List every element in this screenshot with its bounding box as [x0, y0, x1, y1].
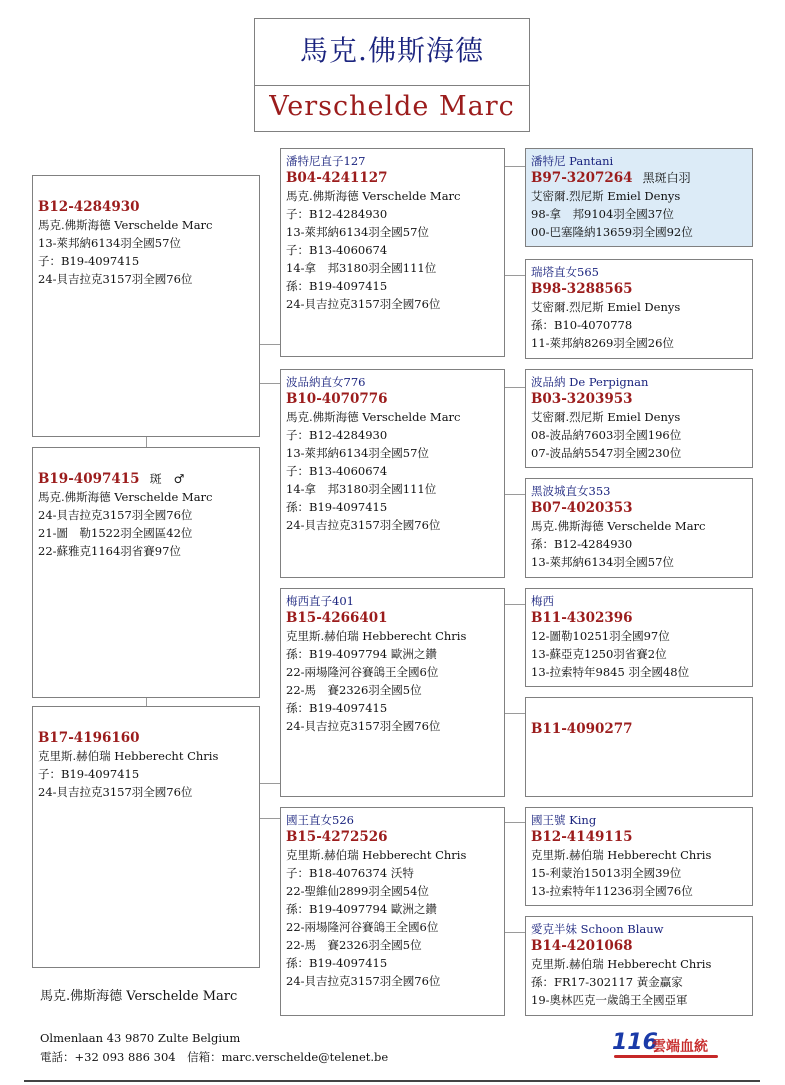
ddd-detail: 孫：FR17-302117 黃金贏家 [531, 975, 683, 989]
dam-dam-detail: 孫：B19-4097415 [286, 956, 388, 970]
dam-sire-box [280, 588, 505, 797]
sds-detail: 艾密爾.烈尼斯 Emiel Denys [531, 410, 681, 424]
dam-sire-ring-number: B15-4266401 [286, 610, 388, 626]
sire-detail: 13-萊邦納6134羽全國57位 [38, 236, 181, 250]
connector-line [505, 387, 525, 388]
connector-line [505, 275, 525, 276]
dam-sire-detail: 克里斯.赫伯瑞 Hebberecht Chris [286, 629, 467, 643]
sire-detail: 馬克.佛斯海德 Verschelde Marc [38, 218, 213, 232]
subject-box [32, 447, 260, 698]
sire-dam-detail: 子：B13-4060674 [286, 464, 388, 478]
dam-dam-detail: 孫：B19-4097794 歐洲之鑽 [286, 902, 437, 916]
ssd-detail: 艾密爾.烈尼斯 Emiel Denys [531, 300, 681, 314]
dds-detail: 15-利蒙治15013羽全國39位 [531, 866, 682, 880]
logo-swoosh-icon [614, 1055, 718, 1058]
ssd-detail: 孫：B10-4070778 [531, 318, 633, 332]
dam-dam-detail: 22-馬 賽2326羽全國5位 [286, 938, 422, 952]
dam-detail: 克里斯.赫伯瑞 Hebberecht Chris [38, 749, 219, 763]
dam-sire-detail: 孫：B19-4097415 [286, 701, 388, 715]
sdd-detail: 孫：B12-4284930 [531, 537, 633, 551]
dam-dam-detail: 22-聖維仙2899羽全國54位 [286, 884, 429, 898]
title-box [254, 18, 530, 132]
dsd-box [525, 697, 753, 797]
owner-name: 馬克.佛斯海德 Verschelde Marc [40, 989, 238, 1004]
sire-dam-detail: 14-拿 邦3180羽全國111位 [286, 482, 437, 496]
ssd-box [525, 259, 753, 359]
connector-line [146, 698, 147, 706]
subject-detail: 馬克.佛斯海德 Verschelde Marc [38, 490, 213, 504]
footer-contact: 電話：+32 093 886 304 信箱：marc.verschelde@telenet.be [40, 1050, 389, 1064]
sire-sire-ring-number: B04-4241127 [286, 170, 388, 186]
connector-line [260, 783, 280, 784]
brand-logo [612, 1030, 722, 1060]
sds-name: 波品納 De Perpignan [531, 375, 649, 389]
dds-box [525, 807, 753, 906]
sss-name: 潘特尼 Pantani [531, 154, 614, 168]
dss-ring-number: B11-4302396 [531, 610, 633, 626]
dss-box [525, 588, 753, 687]
dam-dam-detail: 克里斯.赫伯瑞 Hebberecht Chris [286, 848, 467, 862]
connector-line [260, 344, 280, 345]
sire-sire-detail: 24-貝吉拉克3157羽全國76位 [286, 297, 441, 311]
dam-sire-detail: 孫：B19-4097794 歐洲之鑽 [286, 647, 437, 661]
sss-ring-number: B97-3207264 [531, 170, 633, 186]
sire-sire-detail: 子：B12-4284930 [286, 207, 388, 221]
dam-detail: 24-貝吉拉克3157羽全國76位 [38, 785, 193, 799]
sdd-detail: 13-萊邦納6134羽全國57位 [531, 555, 674, 569]
sds-box [525, 369, 753, 468]
dam-ring-number: B17-4196160 [38, 730, 140, 746]
subject-ring-number: B19-4097415 [38, 471, 140, 487]
ddd-detail: 克里斯.赫伯瑞 Hebberecht Chris [531, 957, 712, 971]
dam-dam-ring-number: B15-4272526 [286, 829, 388, 845]
connector-line [260, 818, 280, 819]
sire-sire-box [280, 148, 505, 357]
sdd-detail: 馬克.佛斯海德 Verschelde Marc [531, 519, 706, 533]
connector-line [146, 437, 147, 447]
dss-detail: 13-拉索特年9845 羽全國48位 [531, 665, 690, 679]
dds-detail: 克里斯.赫伯瑞 Hebberecht Chris [531, 848, 712, 862]
connector-line [505, 822, 525, 823]
sire-dam-detail: 13-萊邦納6134羽全國57位 [286, 446, 429, 460]
sdd-box [525, 478, 753, 578]
connector-line [505, 932, 525, 933]
dam-dam-name: 國王直女526 [286, 813, 354, 827]
ddd-detail: 19-奧林匹克一歲鴿王全國亞軍 [531, 993, 688, 1007]
sire-sire-detail: 孫：B19-4097415 [286, 279, 388, 293]
sdd-ring-number: B07-4020353 [531, 500, 633, 516]
sire-sire-name: 潘特尼直子127 [286, 154, 366, 168]
sdd-name: 黑波城直女353 [531, 484, 611, 498]
ddd-ring-number: B14-4201068 [531, 938, 633, 954]
subject-detail: 24-貝吉拉克3157羽全國76位 [38, 508, 193, 522]
sire-dam-box [280, 369, 505, 578]
ssd-detail: 11-萊邦納8269羽全國26位 [531, 336, 674, 350]
dds-detail: 13-拉索特年11236羽全國76位 [531, 884, 693, 898]
connector-line [505, 166, 525, 167]
dds-name: 國王號 King [531, 813, 597, 827]
bottom-divider [24, 1080, 760, 1082]
sire-dam-detail: 孫：B19-4097415 [286, 500, 388, 514]
sss-ring-row [531, 169, 747, 187]
ssd-ring-number: B98-3288565 [531, 281, 633, 297]
dsd-ring-number: B11-4090277 [531, 721, 633, 737]
sire-dam-detail: 24-貝吉拉克3157羽全國76位 [286, 518, 441, 532]
dam-detail: 子：B19-4097415 [38, 767, 140, 781]
sire-sire-detail: 14-拿 邦3180羽全國111位 [286, 261, 437, 275]
title-divider [255, 85, 529, 86]
subject-color-sex: 斑 ♂ [149, 472, 185, 486]
sire-dam-detail: 馬克.佛斯海德 Verschelde Marc [286, 410, 461, 424]
dss-detail: 13-蘇亞克1250羽省賽2位 [531, 647, 667, 661]
sss-box [525, 148, 753, 247]
dam-sire-detail: 24-貝吉拉克3157羽全國76位 [286, 719, 441, 733]
sire-ring-number: B12-4284930 [38, 199, 140, 215]
ddd-name: 愛克半妹 Schoon Blauw [531, 922, 664, 936]
connector-line [505, 713, 525, 714]
subject-ring-row [38, 470, 254, 488]
title-chinese: 馬克.佛斯海德 [300, 34, 484, 67]
sire-dam-detail: 子：B12-4284930 [286, 428, 388, 442]
sire-dam-ring-number: B10-4070776 [286, 391, 388, 407]
sire-detail: 子：B19-4097415 [38, 254, 140, 268]
sss-detail: 艾密爾.烈尼斯 Emiel Denys [531, 189, 681, 203]
ddd-box [525, 916, 753, 1016]
dam-dam-detail: 子：B18-4076374 沃特 [286, 866, 414, 880]
sss-detail: 00-巴塞隆納13659羽全國92位 [531, 225, 693, 239]
sds-detail: 08-波品納7603羽全國196位 [531, 428, 682, 442]
title-english: Verschelde Marc [269, 91, 515, 122]
subject-detail: 22-蘇雅克1164羽省賽97位 [38, 544, 181, 558]
footer-address: Olmenlaan 43 9870 Zulte Belgium [40, 1031, 241, 1045]
dds-ring-number: B12-4149115 [531, 829, 633, 845]
connector-line [505, 494, 525, 495]
dam-sire-detail: 22-兩場隆河谷賽鴿王全國6位 [286, 665, 439, 679]
dss-name: 梅西 [531, 594, 554, 608]
logo-text: 雲端血統 [652, 1039, 708, 1055]
dam-dam-detail: 22-兩場隆河谷賽鴿王全國6位 [286, 920, 439, 934]
sire-detail: 24-貝吉拉克3157羽全國76位 [38, 272, 193, 286]
dam-dam-detail: 24-貝吉拉克3157羽全國76位 [286, 974, 441, 988]
ssd-name: 瑞塔直女565 [531, 265, 599, 279]
sss-color: 黑斑白羽 [642, 171, 691, 185]
sire-sire-detail: 子：B13-4060674 [286, 243, 388, 257]
dam-sire-name: 梅西直子401 [286, 594, 354, 608]
sire-sire-detail: 馬克.佛斯海德 Verschelde Marc [286, 189, 461, 203]
sire-sire-detail: 13-萊邦納6134羽全國57位 [286, 225, 429, 239]
dam-dam-box [280, 807, 505, 1016]
dss-detail: 12-圖勒10251羽全國97位 [531, 629, 670, 643]
sds-ring-number: B03-3203953 [531, 391, 633, 407]
connector-line [505, 604, 525, 605]
sire-box [32, 175, 260, 437]
sire-dam-name: 波品納直女776 [286, 375, 366, 389]
dam-box [32, 706, 260, 968]
logo-number: 116 [612, 1030, 658, 1055]
connector-line [260, 383, 280, 384]
subject-detail: 21-圖 勒1522羽全國區42位 [38, 526, 193, 540]
sss-detail: 98-拿 邦9104羽全國37位 [531, 207, 674, 221]
sds-detail: 07-波品納5547羽全國230位 [531, 446, 682, 460]
dam-sire-detail: 22-馬 賽2326羽全國5位 [286, 683, 422, 697]
